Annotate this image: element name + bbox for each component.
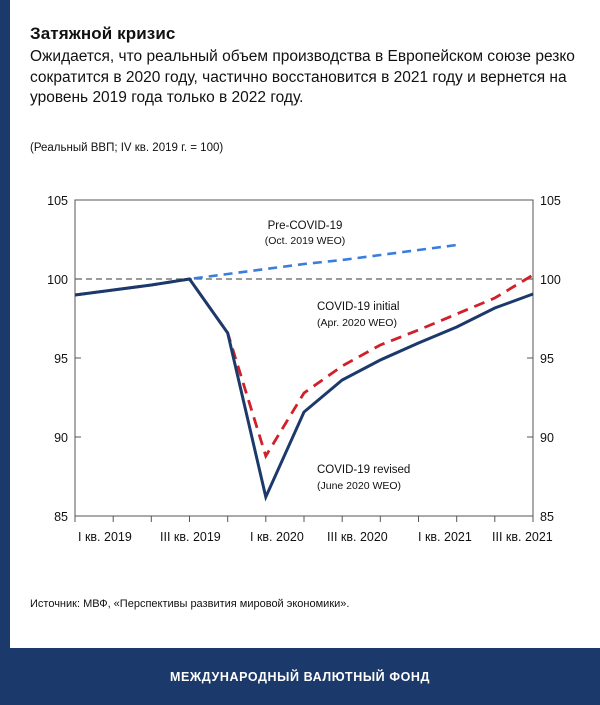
page-title: Затяжной кризис bbox=[30, 24, 176, 43]
annotation-covid-initial-line2: (Apr. 2020 WEO) bbox=[317, 317, 397, 329]
y-axis-labels-right bbox=[540, 194, 561, 524]
annotation-covid-revised-line2: (June 2020 WEO) bbox=[317, 480, 402, 492]
plot-frame bbox=[75, 200, 533, 516]
y-tick-left-85: 85 bbox=[54, 510, 68, 524]
y-tick-right-100: 100 bbox=[540, 273, 561, 287]
x-tick-label-0: I кв. 2019 bbox=[78, 530, 132, 544]
source-note: Источник: МВФ, «Перспективы развития мировой экономики». bbox=[30, 598, 350, 610]
y-tick-right-85: 85 bbox=[540, 510, 554, 524]
y-tick-left-105: 105 bbox=[47, 194, 68, 208]
y-tick-right-105: 105 bbox=[540, 194, 561, 208]
y-tick-left-90: 90 bbox=[54, 431, 68, 445]
chart-units-note: (Реальный ВВП; IV кв. 2019 г. = 100) bbox=[30, 142, 224, 154]
annotation-pre-covid-line1: Pre-COVID-19 bbox=[267, 220, 343, 232]
x-tick-label-5: III кв. 2021 bbox=[492, 530, 553, 544]
chart-container bbox=[30, 186, 578, 576]
line-chart bbox=[30, 186, 578, 576]
y-axis-labels-left bbox=[47, 194, 68, 524]
x-axis-labels bbox=[78, 530, 553, 544]
y-tick-left-95: 95 bbox=[54, 352, 68, 366]
x-tick-label-3: III кв. 2020 bbox=[327, 530, 388, 544]
left-accent-bar bbox=[0, 0, 10, 705]
x-tick-label-4: I кв. 2021 bbox=[418, 530, 472, 544]
footer-organization: МЕЖДУНАРОДНЫЙ ВАЛЮТНЫЙ ФОНД bbox=[169, 670, 431, 684]
x-tick-label-1: III кв. 2019 bbox=[160, 530, 221, 544]
x-tick-label-2: I кв. 2020 bbox=[250, 530, 304, 544]
y-tick-right-95: 95 bbox=[540, 352, 554, 366]
page-subtitle: Ожидается, что реальный объем производства в Европейском союзе резко сократится в 2020 году, частично восстановится в 2021 году и вернется на уровень 2019 года только в 2022 году. bbox=[30, 48, 575, 107]
annotation-pre-covid-line2: (Oct. 2019 WEO) bbox=[264, 235, 346, 247]
y-tick-left-100: 100 bbox=[47, 273, 68, 287]
y-tick-right-90: 90 bbox=[540, 431, 554, 445]
annotation-covid-initial-line1: COVID-19 initial bbox=[317, 301, 400, 313]
annotation-covid-revised-line1: COVID-19 revised bbox=[317, 464, 411, 476]
content-area bbox=[10, 0, 600, 705]
x-axis-ticks bbox=[75, 516, 533, 522]
